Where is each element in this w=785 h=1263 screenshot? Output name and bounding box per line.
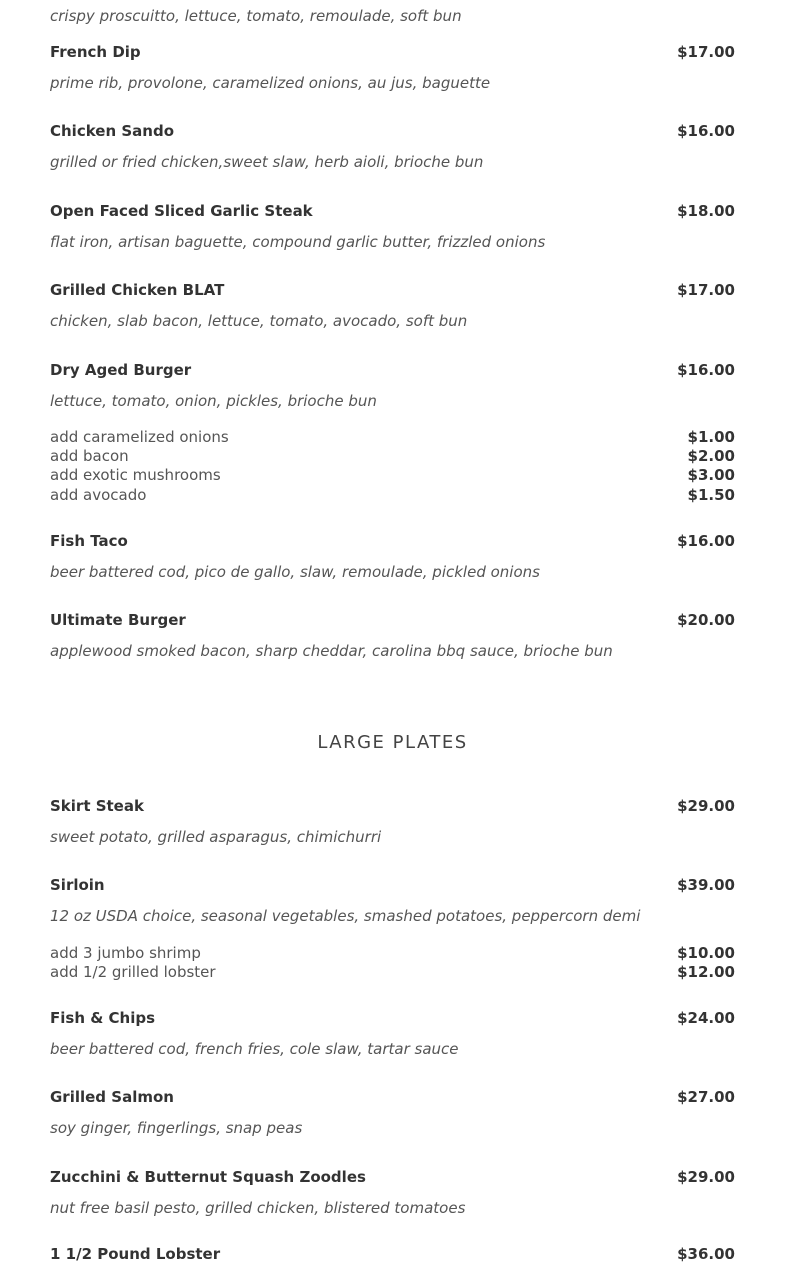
addon-price: $10.00 (677, 944, 735, 962)
section-title-large-plates: LARGE PLATES (317, 732, 468, 753)
addon-name: add caramelized onions (50, 428, 229, 446)
item-description: nut free basil pesto, grilled chicken, blistered tomatoes (50, 1199, 466, 1217)
item-name: Zucchini & Butternut Squash Zoodles (50, 1168, 366, 1186)
item-description: flat iron, artisan baguette, compound garlic butter, frizzled onions (50, 233, 546, 251)
item-price: $17.00 (677, 281, 735, 299)
item-name: Dry Aged Burger (50, 361, 192, 379)
item-price: $20.00 (677, 611, 735, 629)
item-price: $27.00 (677, 1088, 735, 1106)
addon-name: add 3 jumbo shrimp (50, 944, 201, 962)
item-name: Grilled Chicken BLAT (50, 281, 225, 299)
item-price: $16.00 (677, 532, 735, 550)
item-price: $16.00 (677, 122, 735, 140)
addon-name: add avocado (50, 486, 147, 504)
item-name: Sirloin (50, 876, 105, 894)
item-name: French Dip (50, 43, 141, 61)
item-description: beer battered cod, pico de gallo, slaw, remoulade, pickled onions (50, 563, 540, 581)
item-price: $17.00 (677, 43, 735, 61)
addon-price: $3.00 (687, 466, 735, 484)
item-name: Open Faced Sliced Garlic Steak (50, 202, 313, 220)
item-price: $39.00 (677, 876, 735, 894)
item-price: $29.00 (677, 797, 735, 815)
item-description: lettuce, tomato, onion, pickles, brioche bun (50, 392, 377, 410)
item-description: chicken, slab bacon, lettuce, tomato, avocado, soft bun (50, 312, 468, 330)
item-description: crispy proscuitto, lettuce, tomato, remoulade, soft bun (50, 7, 462, 25)
item-description: prime rib, provolone, caramelized onions, au jus, baguette (50, 74, 491, 92)
addon-name: add bacon (50, 447, 129, 465)
item-name: Ultimate Burger (50, 611, 186, 629)
item-description: 12 oz USDA choice, seasonal vegetables, smashed potatoes, peppercorn demi (50, 907, 641, 925)
item-name: Grilled Salmon (50, 1088, 174, 1106)
item-name: Fish & Chips (50, 1009, 156, 1027)
item-name: 1 1/2 Pound Lobster (50, 1245, 221, 1263)
item-price: $18.00 (677, 202, 735, 220)
addon-name: add 1/2 grilled lobster (50, 963, 216, 981)
item-description: soy ginger, fingerlings, snap peas (50, 1119, 303, 1137)
item-name: Fish Taco (50, 532, 128, 550)
addon-price: $2.00 (687, 447, 735, 465)
item-description: grilled or fried chicken,sweet slaw, herb aioli, brioche bun (50, 153, 484, 171)
item-description: sweet potato, grilled asparagus, chimichurri (50, 828, 382, 846)
item-name: Skirt Steak (50, 797, 144, 815)
item-price: $16.00 (677, 361, 735, 379)
item-price: $29.00 (677, 1168, 735, 1186)
item-description: beer battered cod, french fries, cole slaw, tartar sauce (50, 1040, 459, 1058)
addon-name: add exotic mushrooms (50, 466, 221, 484)
addon-price: $1.50 (687, 486, 735, 504)
item-name: Chicken Sando (50, 122, 175, 140)
item-price: $36.00 (677, 1245, 735, 1263)
addon-price: $12.00 (677, 963, 735, 981)
addon-price: $1.00 (687, 428, 735, 446)
item-price: $24.00 (677, 1009, 735, 1027)
item-description: applewood smoked bacon, sharp cheddar, carolina bbq sauce, brioche bun (50, 642, 613, 660)
